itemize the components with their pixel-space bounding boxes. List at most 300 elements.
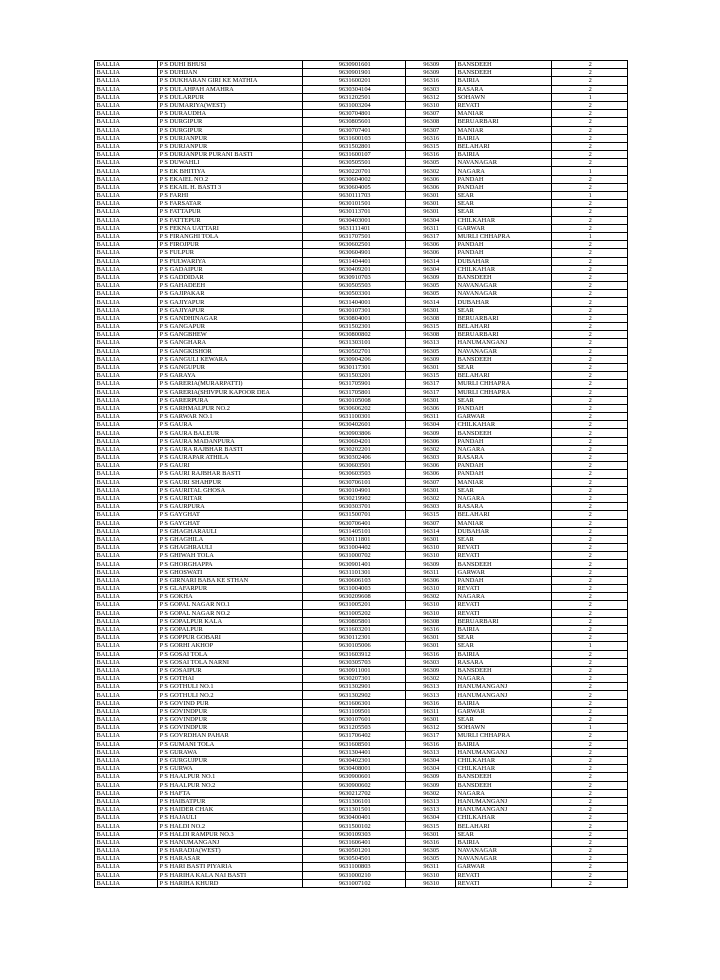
category-cell: 1: [552, 93, 628, 101]
table-row: [95, 454, 628, 462]
station-name-cell: P S GADAIPUR: [158, 265, 303, 273]
block-name-cell: MANIAR: [456, 478, 552, 486]
category-cell: 2: [552, 314, 628, 322]
block-code-cell: 96316: [406, 134, 456, 142]
station-name-cell: P S GARERIA(SHIVPUR KAPOOR DEA: [158, 388, 303, 396]
district-cell: BALLIA: [95, 331, 158, 339]
station-code-cell: 9630603503: [303, 470, 406, 478]
block-code-cell: 96306: [406, 175, 456, 183]
station-name-cell: P S HARASAR: [158, 855, 303, 863]
station-code-cell: 9631405101: [303, 527, 406, 535]
district-cell: BALLIA: [95, 609, 158, 617]
station-code-cell: 9630606103: [303, 576, 406, 584]
block-name-cell: SEAR: [456, 486, 552, 494]
station-name-cell: P S GAJIYAPUR: [158, 298, 303, 306]
block-code-cell: 96301: [406, 396, 456, 404]
block-name-cell: BAIRIA: [456, 77, 552, 85]
category-cell: 2: [552, 740, 628, 748]
station-code-cell: 9631302902: [303, 691, 406, 699]
station-code-cell: 9630900602: [303, 781, 406, 789]
station-name-cell: P S HANUMANGANJ: [158, 838, 303, 846]
station-code-cell: 9631502801: [303, 142, 406, 150]
station-name-cell: P S GOVIND PUR: [158, 699, 303, 707]
station-code-cell: 9630400401: [303, 814, 406, 822]
table-row: [95, 290, 628, 298]
station-code-cell: 9630604201: [303, 437, 406, 445]
category-cell: 2: [552, 511, 628, 519]
district-cell: BALLIA: [95, 855, 158, 863]
block-code-cell: 96309: [406, 666, 456, 674]
category-cell: 2: [552, 585, 628, 593]
block-code-cell: 96309: [406, 69, 456, 77]
block-name-cell: CHILKAHAR: [456, 216, 552, 224]
station-code-cell: 9630706401: [303, 519, 406, 527]
station-name-cell: P S GAURA MADANPURA: [158, 437, 303, 445]
table-row: [95, 478, 628, 486]
table-row: [95, 756, 628, 764]
station-code-cell: 9630109303: [303, 830, 406, 838]
station-name-cell: P S GHAGHILA: [158, 535, 303, 543]
table-row: [95, 241, 628, 249]
block-name-cell: HANUMANGANJ: [456, 748, 552, 756]
district-cell: BALLIA: [95, 85, 158, 93]
station-name-cell: P S DULARPUR: [158, 93, 303, 101]
table-row: [95, 363, 628, 371]
block-code-cell: 96309: [406, 273, 456, 281]
district-cell: BALLIA: [95, 781, 158, 789]
district-cell: BALLIA: [95, 200, 158, 208]
station-name-cell: P S GOSAI TOLA: [158, 650, 303, 658]
category-cell: 2: [552, 879, 628, 887]
block-name-cell: HANUMANGANJ: [456, 691, 552, 699]
category-cell: 2: [552, 306, 628, 314]
category-cell: 2: [552, 535, 628, 543]
table-row: [95, 396, 628, 404]
block-name-cell: SEAR: [456, 716, 552, 724]
district-cell: BALLIA: [95, 126, 158, 134]
district-cell: BALLIA: [95, 658, 158, 666]
table-row: [95, 625, 628, 633]
block-code-cell: 96302: [406, 789, 456, 797]
table-row: [95, 265, 628, 273]
station-name-cell: P S GANDHINAGAR: [158, 314, 303, 322]
district-cell: BALLIA: [95, 298, 158, 306]
table-row: [95, 519, 628, 527]
station-code-cell: 9630117301: [303, 363, 406, 371]
category-cell: 2: [552, 421, 628, 429]
block-code-cell: 96315: [406, 511, 456, 519]
station-code-cell: 9631706402: [303, 732, 406, 740]
block-name-cell: RASARA: [456, 85, 552, 93]
table-row: [95, 167, 628, 175]
category-cell: 2: [552, 282, 628, 290]
station-name-cell: P S GARAYA: [158, 372, 303, 380]
station-code-cell: 9630800802: [303, 331, 406, 339]
station-code-cell: 9630402301: [303, 756, 406, 764]
station-code-cell: 9631111401: [303, 224, 406, 232]
category-cell: 2: [552, 560, 628, 568]
block-code-cell: 96306: [406, 241, 456, 249]
station-name-cell: P S GLAFARPUR: [158, 585, 303, 593]
station-code-cell: 9630901901: [303, 69, 406, 77]
station-name-cell: P S HALDI RAMPUR NO.3: [158, 830, 303, 838]
block-name-cell: NAVANAGAR: [456, 347, 552, 355]
table-row: [95, 847, 628, 855]
block-code-cell: 96316: [406, 625, 456, 633]
table-row: [95, 797, 628, 805]
category-cell: 2: [552, 658, 628, 666]
district-cell: BALLIA: [95, 535, 158, 543]
district-cell: BALLIA: [95, 69, 158, 77]
table-row: [95, 544, 628, 552]
station-name-cell: P S HARIHA KALA NAI BASTI: [158, 871, 303, 879]
station-name-cell: P S EKAIL H. BASTI 3: [158, 183, 303, 191]
table-row: [95, 323, 628, 331]
block-code-cell: 96306: [406, 462, 456, 470]
station-name-cell: P S GURGUJPUR: [158, 756, 303, 764]
station-name-cell: P S GOSAI TOLA NARNI: [158, 658, 303, 666]
table-row: [95, 61, 628, 69]
station-name-cell: P S GAURITAL GHOSA: [158, 486, 303, 494]
table-row: [95, 609, 628, 617]
block-code-cell: 96316: [406, 699, 456, 707]
block-code-cell: 96310: [406, 609, 456, 617]
station-code-cell: 9630911001: [303, 666, 406, 674]
block-name-cell: PANDAH: [456, 183, 552, 191]
block-code-cell: 96313: [406, 683, 456, 691]
block-code-cell: 96313: [406, 797, 456, 805]
block-name-cell: BAIRIA: [456, 650, 552, 658]
block-name-cell: BELAHARI: [456, 511, 552, 519]
block-name-cell: MURLI CHHAPRA: [456, 732, 552, 740]
station-code-cell: 9630901401: [303, 560, 406, 568]
district-cell: BALLIA: [95, 380, 158, 388]
category-cell: 2: [552, 822, 628, 830]
table-row: [95, 568, 628, 576]
block-name-cell: SEAR: [456, 830, 552, 838]
district-cell: BALLIA: [95, 871, 158, 879]
district-cell: BALLIA: [95, 560, 158, 568]
station-code-cell: 9630904206: [303, 355, 406, 363]
category-cell: 2: [552, 347, 628, 355]
station-code-cell: 9630604005: [303, 183, 406, 191]
district-cell: BALLIA: [95, 429, 158, 437]
table-row: [95, 593, 628, 601]
block-code-cell: 96302: [406, 445, 456, 453]
table-row: [95, 634, 628, 642]
station-name-cell: P S GAURI: [158, 462, 303, 470]
station-code-cell: 9630910703: [303, 273, 406, 281]
block-name-cell: BELAHARI: [456, 323, 552, 331]
block-name-cell: SEAR: [456, 363, 552, 371]
station-name-cell: P S GAURITAR: [158, 494, 303, 502]
station-code-cell: 9630113701: [303, 208, 406, 216]
station-name-cell: P S GANGBHEW: [158, 331, 303, 339]
station-code-cell: 9630503301: [303, 290, 406, 298]
station-name-cell: P S GAURI RAJBHAR BASTI: [158, 470, 303, 478]
station-name-cell: P S GARERIA(MURARPATTI): [158, 380, 303, 388]
station-code-cell: 9630504501: [303, 855, 406, 863]
category-cell: 1: [552, 232, 628, 240]
station-code-cell: 9631500102: [303, 822, 406, 830]
station-code-cell: 9630805601: [303, 118, 406, 126]
table-row: [95, 429, 628, 437]
block-code-cell: 96310: [406, 871, 456, 879]
station-code-cell: 9630305703: [303, 658, 406, 666]
block-code-cell: 96309: [406, 560, 456, 568]
table-row: [95, 666, 628, 674]
station-code-cell: 9630209608: [303, 593, 406, 601]
block-name-cell: BANSDEEH: [456, 355, 552, 363]
district-cell: BALLIA: [95, 863, 158, 871]
district-cell: BALLIA: [95, 748, 158, 756]
district-cell: BALLIA: [95, 232, 158, 240]
category-cell: 2: [552, 85, 628, 93]
district-cell: BALLIA: [95, 576, 158, 584]
block-name-cell: BELAHARI: [456, 822, 552, 830]
category-cell: 2: [552, 544, 628, 552]
district-cell: BALLIA: [95, 216, 158, 224]
block-name-cell: CHILKAHAR: [456, 421, 552, 429]
station-code-cell: 9630505503: [303, 282, 406, 290]
block-name-cell: NAVANAGAR: [456, 282, 552, 290]
category-cell: 1: [552, 192, 628, 200]
category-cell: 2: [552, 494, 628, 502]
block-code-cell: 96316: [406, 838, 456, 846]
station-code-cell: 9630408001: [303, 765, 406, 773]
block-code-cell: 96305: [406, 855, 456, 863]
station-name-cell: P S GARWAR NO.1: [158, 413, 303, 421]
block-name-cell: CHILKAHAR: [456, 265, 552, 273]
category-cell: 2: [552, 470, 628, 478]
district-cell: BALLIA: [95, 175, 158, 183]
station-code-cell: 9630602501: [303, 241, 406, 249]
category-cell: 2: [552, 380, 628, 388]
category-cell: 2: [552, 847, 628, 855]
block-code-cell: 96311: [406, 863, 456, 871]
category-cell: 2: [552, 363, 628, 371]
block-code-cell: 96309: [406, 61, 456, 69]
district-cell: BALLIA: [95, 511, 158, 519]
block-code-cell: 96314: [406, 527, 456, 535]
block-code-cell: 96310: [406, 552, 456, 560]
block-code-cell: 96306: [406, 576, 456, 584]
block-name-cell: REVATI: [456, 601, 552, 609]
category-cell: 2: [552, 437, 628, 445]
district-cell: BALLIA: [95, 544, 158, 552]
district-cell: BALLIA: [95, 323, 158, 331]
block-code-cell: 96313: [406, 691, 456, 699]
block-code-cell: 96311: [406, 568, 456, 576]
block-name-cell: SEAR: [456, 200, 552, 208]
station-code-cell: 9630219902: [303, 494, 406, 502]
station-name-cell: P S DURGIPUR: [158, 126, 303, 134]
table-row: [95, 347, 628, 355]
block-code-cell: 96303: [406, 503, 456, 511]
station-code-cell: 9630101501: [303, 200, 406, 208]
block-name-cell: REVATI: [456, 879, 552, 887]
table-row: [95, 404, 628, 412]
category-cell: 2: [552, 69, 628, 77]
district-cell: BALLIA: [95, 61, 158, 69]
block-name-cell: NAGARA: [456, 593, 552, 601]
category-cell: 2: [552, 691, 628, 699]
block-name-cell: HANUMANGANJ: [456, 797, 552, 805]
district-cell: BALLIA: [95, 93, 158, 101]
station-code-cell: 9630707401: [303, 126, 406, 134]
station-name-cell: P S GAURAPAR ATHILA: [158, 454, 303, 462]
block-name-cell: DUBAHAR: [456, 257, 552, 265]
category-cell: 2: [552, 216, 628, 224]
station-code-cell: 9630202201: [303, 445, 406, 453]
block-name-cell: BANSDEEH: [456, 429, 552, 437]
table-row: [95, 576, 628, 584]
category-cell: 2: [552, 617, 628, 625]
table-row: [95, 511, 628, 519]
station-code-cell: 9630704801: [303, 110, 406, 118]
table-row: [95, 69, 628, 77]
block-name-cell: BAIRIA: [456, 625, 552, 633]
station-name-cell: P S DURJANPUR PURANI BASTI: [158, 151, 303, 159]
block-code-cell: 96309: [406, 773, 456, 781]
block-code-cell: 96317: [406, 232, 456, 240]
category-cell: 2: [552, 576, 628, 584]
station-name-cell: P S GOTHULI NO.1: [158, 683, 303, 691]
district-cell: BALLIA: [95, 585, 158, 593]
category-cell: 2: [552, 355, 628, 363]
station-name-cell: P S EK BHITIYA: [158, 167, 303, 175]
block-name-cell: SEAR: [456, 634, 552, 642]
station-code-cell: 9630901601: [303, 61, 406, 69]
station-name-cell: P S DURGIPUR: [158, 118, 303, 126]
block-name-cell: BANSDEEH: [456, 61, 552, 69]
station-name-cell: P S GAHADEEH: [158, 282, 303, 290]
category-cell: 2: [552, 781, 628, 789]
station-name-cell: P S GOPALPUR KALA: [158, 617, 303, 625]
station-name-cell: P S FARSATAR: [158, 200, 303, 208]
table-row: [95, 855, 628, 863]
table-row: [95, 183, 628, 191]
district-cell: BALLIA: [95, 421, 158, 429]
block-name-cell: PANDAH: [456, 249, 552, 257]
category-cell: 2: [552, 183, 628, 191]
block-name-cell: BERUARBARI: [456, 118, 552, 126]
station-name-cell: P S HARADIA(WEST): [158, 847, 303, 855]
category-cell: 2: [552, 208, 628, 216]
block-code-cell: 96306: [406, 249, 456, 257]
block-code-cell: 96316: [406, 740, 456, 748]
station-code-cell: 9631707501: [303, 232, 406, 240]
block-code-cell: 96301: [406, 363, 456, 371]
district-cell: BALLIA: [95, 650, 158, 658]
block-name-cell: GARWAR: [456, 707, 552, 715]
station-code-cell: 9630112301: [303, 634, 406, 642]
block-code-cell: 96314: [406, 257, 456, 265]
station-code-cell: 9630304104: [303, 85, 406, 93]
block-name-cell: DUBAHAR: [456, 298, 552, 306]
table-row: [95, 789, 628, 797]
station-name-cell: P S GOTHULI NO.2: [158, 691, 303, 699]
block-code-cell: 96304: [406, 421, 456, 429]
block-name-cell: REVATI: [456, 544, 552, 552]
polling-station-table: [94, 60, 628, 888]
station-name-cell: P S GHAGHARAULI: [158, 527, 303, 535]
station-code-cell: 9630409201: [303, 265, 406, 273]
table-row: [95, 863, 628, 871]
station-name-cell: P S GAYGHAT: [158, 519, 303, 527]
category-cell: 2: [552, 429, 628, 437]
district-cell: BALLIA: [95, 478, 158, 486]
table-row: [95, 765, 628, 773]
table-row: [95, 101, 628, 109]
category-cell: 2: [552, 478, 628, 486]
district-cell: BALLIA: [95, 847, 158, 855]
category-cell: 2: [552, 650, 628, 658]
category-cell: 2: [552, 273, 628, 281]
block-code-cell: 96308: [406, 331, 456, 339]
district-cell: BALLIA: [95, 282, 158, 290]
station-name-cell: P S GAURA: [158, 421, 303, 429]
category-cell: 2: [552, 756, 628, 764]
table-row: [95, 675, 628, 683]
category-cell: 2: [552, 110, 628, 118]
block-name-cell: SEAR: [456, 192, 552, 200]
station-code-cell: 9631603912: [303, 650, 406, 658]
block-code-cell: 96307: [406, 478, 456, 486]
block-name-cell: REVATI: [456, 101, 552, 109]
district-cell: BALLIA: [95, 208, 158, 216]
block-code-cell: 96315: [406, 372, 456, 380]
table-row: [95, 93, 628, 101]
station-code-cell: 9631500701: [303, 511, 406, 519]
block-code-cell: 96310: [406, 544, 456, 552]
block-code-cell: 96301: [406, 200, 456, 208]
block-name-cell: GARWAR: [456, 224, 552, 232]
table-row: [95, 658, 628, 666]
station-code-cell: 9631202501: [303, 93, 406, 101]
station-code-cell: 9630606202: [303, 404, 406, 412]
station-code-cell: 9631005202: [303, 609, 406, 617]
station-code-cell: 9630207301: [303, 675, 406, 683]
station-name-cell: P S DUHIJAN: [158, 69, 303, 77]
table-row: [95, 773, 628, 781]
station-code-cell: 9630104901: [303, 486, 406, 494]
station-code-cell: 9631000702: [303, 552, 406, 560]
district-cell: BALLIA: [95, 683, 158, 691]
district-cell: BALLIA: [95, 142, 158, 150]
district-cell: BALLIA: [95, 519, 158, 527]
district-cell: BALLIA: [95, 789, 158, 797]
block-name-cell: BELAHARI: [456, 372, 552, 380]
block-code-cell: 96313: [406, 806, 456, 814]
category-cell: 2: [552, 666, 628, 674]
block-code-cell: 96317: [406, 380, 456, 388]
category-cell: 2: [552, 445, 628, 453]
station-name-cell: P S GANGAPUR: [158, 323, 303, 331]
district-cell: BALLIA: [95, 642, 158, 650]
block-name-cell: BERUARBARI: [456, 331, 552, 339]
station-name-cell: P S HAALPUR NO.1: [158, 773, 303, 781]
table-row: [95, 437, 628, 445]
block-code-cell: 96304: [406, 765, 456, 773]
district-cell: BALLIA: [95, 372, 158, 380]
block-code-cell: 96307: [406, 519, 456, 527]
table-row: [95, 273, 628, 281]
district-cell: BALLIA: [95, 675, 158, 683]
block-name-cell: PANDAH: [456, 241, 552, 249]
station-name-cell: P S DUKHARAN GIRI KE MATHIA: [158, 77, 303, 85]
station-name-cell: P S FULWARIYA: [158, 257, 303, 265]
